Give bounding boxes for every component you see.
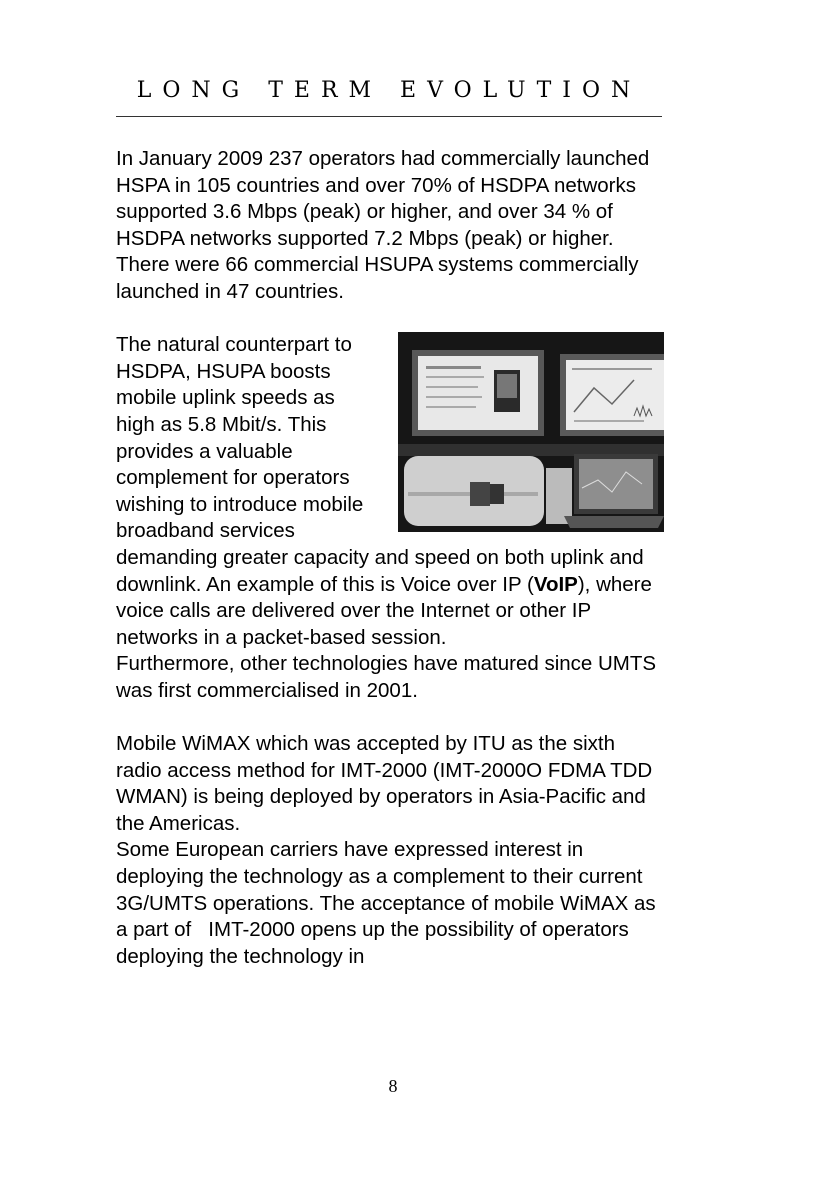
running-header bbox=[116, 78, 662, 117]
exhibition-booth-photo bbox=[398, 332, 664, 532]
photo-image bbox=[398, 332, 664, 532]
page-number: 8 bbox=[388, 1076, 398, 1096]
paragraph-hspa-stats: In January 2009 237 operators had commercially launched HSPA in 105 countries and over 70% of HSDPA networks supported 3.6 Mbps (peak) or higher, and over 34 % of HSDPA networks supported 7.2 Mbps (peak) or higher. There were 66 commercial HSUPA systems commercially launched in 47 countries. bbox=[116, 147, 650, 303]
paragraph-hsupa bbox=[116, 332, 664, 651]
paragraph-umts-history: Furthermore, other technologies have matured since UMTS was first commercialised in 2001. bbox=[116, 652, 657, 702]
running-header-title: LONG TERM EVOLUTION bbox=[136, 78, 642, 103]
body-text bbox=[116, 146, 664, 970]
paragraph-hsupa-text-start: The natural counterpart to HSDPA, HSUPA boosts mobile uplink speeds as high as 5.8 Mbit/s. This provides a valuable complement for operators wishing to introduce mobile broadband services demanding greater capacity and speed on both uplink and downlink. An example of this is Voice over IP ( bbox=[116, 333, 644, 596]
paragraph-hsupa-text-end: ), where voice calls are delivered over the Internet or other IP networks in a packet-based session. bbox=[116, 572, 652, 649]
voip-term: VoIP bbox=[533, 572, 578, 596]
paragraph-european-carriers: Some European carriers have expressed interest in deploying the technology as a complement to their current 3G/UMTS operations. The acceptance of mobile WiMAX as a part of IMT-2000 opens up the possibility of operators deploying the technology in bbox=[116, 838, 656, 968]
paragraph-mobile-wimax: Mobile WiMAX which was accepted by ITU as the sixth radio access method for IMT-2000 (IMT-2000O FDMA TDD WMAN) is being deployed by operators in Asia-Pacific and the Americas. bbox=[116, 732, 653, 835]
